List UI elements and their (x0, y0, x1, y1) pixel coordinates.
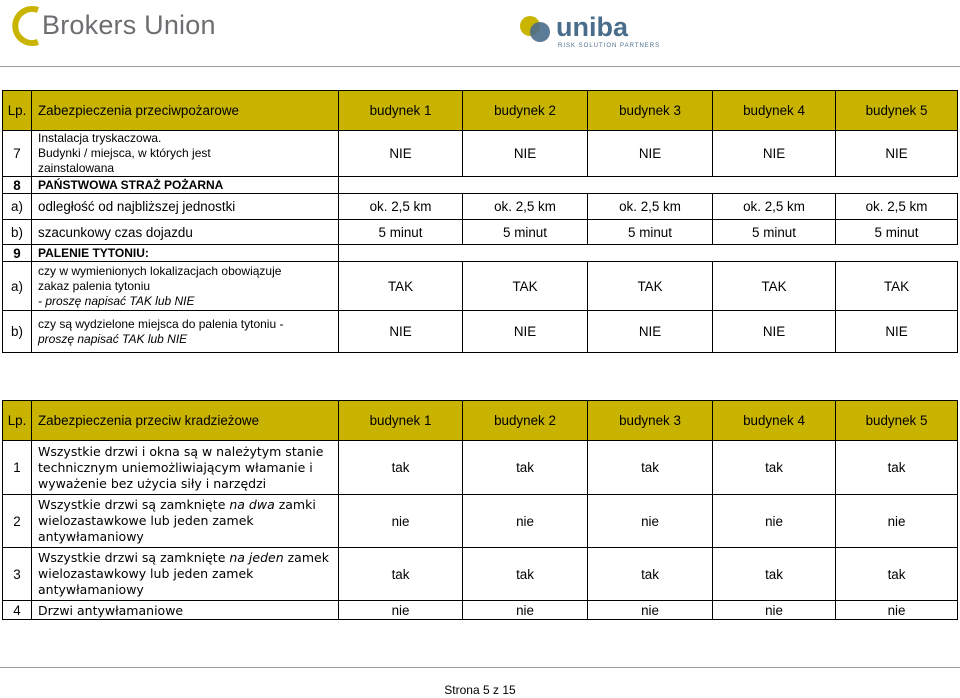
label-line: zainstalowana (38, 161, 115, 175)
value-cell: ok. 2,5 km (588, 194, 713, 220)
row-label (32, 495, 339, 548)
table-row (3, 220, 958, 245)
value-cell: TAK (339, 262, 463, 311)
value-cell: nie (713, 495, 836, 548)
value-cell: nie (836, 495, 958, 548)
header-section: Zabezpieczenia przeciwpożarowe (32, 91, 339, 131)
row-lp: 3 (3, 548, 32, 601)
value-cell: nie (588, 601, 713, 620)
label-line: czy w wymienionych lokalizacjach obowiązuje (38, 263, 282, 278)
label-line: czy są wydzielone miejsca do palenia tytoniu - (38, 316, 284, 331)
row-lp: 8 (3, 177, 32, 194)
label-line: wielozastawkowy lub jeden zamek (38, 566, 254, 581)
row-lp: a) (3, 194, 32, 220)
value-cell: NIE (463, 311, 588, 353)
label-line: zakaz palenia tytoniu (38, 278, 151, 293)
header-building-5: budynek 5 (836, 91, 958, 131)
row-label: PALENIE TYTONIU: (32, 245, 339, 262)
header-section: Zabezpieczenia przeciw kradzieżowe (32, 401, 339, 441)
value-cell: tak (339, 548, 463, 601)
label-line: antywłamaniowy (38, 582, 144, 597)
table-row (3, 177, 958, 194)
value-cell: nie (463, 601, 588, 620)
table-row (3, 131, 958, 177)
value-cell: tak (339, 441, 463, 495)
table-row (3, 548, 958, 601)
empty-cell (339, 177, 958, 194)
brokers-union-wordmark: Brokers Union (42, 10, 216, 40)
table-row (3, 311, 958, 353)
value-cell: NIE (588, 131, 713, 177)
value-cell: NIE (713, 311, 836, 353)
header-building-1: budynek 1 (339, 91, 463, 131)
uniba-mark-icon (518, 14, 552, 46)
label-line (38, 550, 338, 566)
uniba-wordmark: uniba (556, 12, 628, 42)
value-cell: tak (463, 441, 588, 495)
value-cell: TAK (463, 262, 588, 311)
header-building-3: budynek 3 (588, 401, 713, 441)
value-cell: NIE (836, 311, 958, 353)
footer-divider (0, 667, 960, 668)
value-cell: tak (588, 548, 713, 601)
uniba-tagline: RISK SOLUTION PARTNERS (558, 43, 661, 49)
label-emphasis: na dwa (229, 497, 275, 512)
row-label (32, 262, 339, 311)
row-label: PAŃSTWOWA STRAŻ POŻARNA (32, 177, 339, 194)
table-row (3, 441, 958, 495)
value-cell: tak (713, 548, 836, 601)
header-lp: Lp. (3, 401, 32, 441)
brokers-union-c-icon (8, 4, 44, 48)
header-building-4: budynek 4 (713, 401, 836, 441)
header-building-4: budynek 4 (713, 91, 836, 131)
header-lp: Lp. (3, 91, 32, 131)
value-cell: NIE (836, 131, 958, 177)
label-line: antywłamaniowy (38, 529, 144, 544)
header-building-2: budynek 2 (463, 91, 588, 131)
row-label: szacunkowy czas dojazdu (32, 220, 339, 245)
value-cell: nie (339, 601, 463, 620)
brokers-union-logo (8, 4, 218, 48)
label-line: technicznym uniemożliwiającym włamanie i (38, 459, 313, 475)
value-cell: NIE (463, 131, 588, 177)
row-lp: 7 (3, 131, 32, 177)
value-cell: ok. 2,5 km (339, 194, 463, 220)
page-footer (0, 683, 960, 697)
label-part: zamki (274, 497, 316, 512)
label-line: wielozastawkowe lub jeden zamek (38, 513, 254, 528)
value-cell: TAK (713, 262, 836, 311)
row-lp: 2 (3, 495, 32, 548)
label-line: proszę napisać TAK lub NIE (38, 331, 188, 346)
value-cell: nie (713, 601, 836, 620)
row-label: odległość od najbliższej jednostki (32, 194, 339, 220)
label-line: Instalacja tryskaczowa. (38, 131, 162, 145)
row-lp: b) (3, 311, 32, 353)
value-cell: nie (339, 495, 463, 548)
label-part: Wszystkie drzwi są zamknięte (38, 550, 230, 565)
value-cell: 5 minut (713, 220, 836, 245)
empty-cell (339, 245, 958, 262)
value-cell: nie (588, 495, 713, 548)
row-label (32, 441, 339, 495)
value-cell: ok. 2,5 km (713, 194, 836, 220)
value-cell: 5 minut (588, 220, 713, 245)
row-lp: 1 (3, 441, 32, 495)
value-cell: tak (836, 441, 958, 495)
table-header-row (3, 401, 958, 441)
label-line: Wszystkie drzwi i okna są w należytym stanie (38, 443, 324, 459)
table-row (3, 194, 958, 220)
page-number: Strona 5 z 15 (444, 683, 516, 697)
header-building-1: budynek 1 (339, 401, 463, 441)
header-building-2: budynek 2 (463, 401, 588, 441)
row-lp: a) (3, 262, 32, 311)
row-lp: 4 (3, 601, 32, 620)
value-cell: tak (588, 441, 713, 495)
value-cell: TAK (836, 262, 958, 311)
label-line: Budynki / miejsca, w których jest (38, 146, 211, 160)
table-row (3, 245, 958, 262)
value-cell: 5 minut (339, 220, 463, 245)
table-header-row (3, 91, 958, 131)
row-label (32, 131, 339, 177)
table-row (3, 262, 958, 311)
table-row (3, 495, 958, 548)
theft-protection-table (2, 400, 958, 620)
value-cell: tak (836, 548, 958, 601)
table-row (3, 601, 958, 620)
header-building-3: budynek 3 (588, 91, 713, 131)
value-cell: NIE (588, 311, 713, 353)
value-cell: 5 minut (463, 220, 588, 245)
row-label (32, 548, 339, 601)
row-label: Drzwi antywłamaniowe (32, 601, 339, 620)
label-part: Wszystkie drzwi są zamknięte (38, 497, 230, 512)
value-cell: ok. 2,5 km (836, 194, 958, 220)
label-line (38, 497, 338, 513)
value-cell: tak (463, 548, 588, 601)
label-line: - proszę napisać TAK lub NIE (38, 293, 195, 308)
row-label (32, 311, 339, 353)
value-cell: tak (713, 441, 836, 495)
value-cell: NIE (339, 311, 463, 353)
header-divider (0, 66, 960, 67)
uniba-logo (518, 12, 678, 52)
row-lp: 9 (3, 245, 32, 262)
value-cell: TAK (588, 262, 713, 311)
value-cell: NIE (339, 131, 463, 177)
fire-protection-table (2, 90, 958, 353)
value-cell: NIE (713, 131, 836, 177)
header-building-5: budynek 5 (836, 401, 958, 441)
value-cell: ok. 2,5 km (463, 194, 588, 220)
value-cell: nie (836, 601, 958, 620)
label-line: wyważenie bez użycia siły i narzędzi (38, 475, 267, 491)
label-emphasis: na jeden (229, 550, 284, 565)
label-part: zamek (283, 550, 329, 565)
value-cell: nie (463, 495, 588, 548)
row-lp: b) (3, 220, 32, 245)
value-cell: 5 minut (836, 220, 958, 245)
